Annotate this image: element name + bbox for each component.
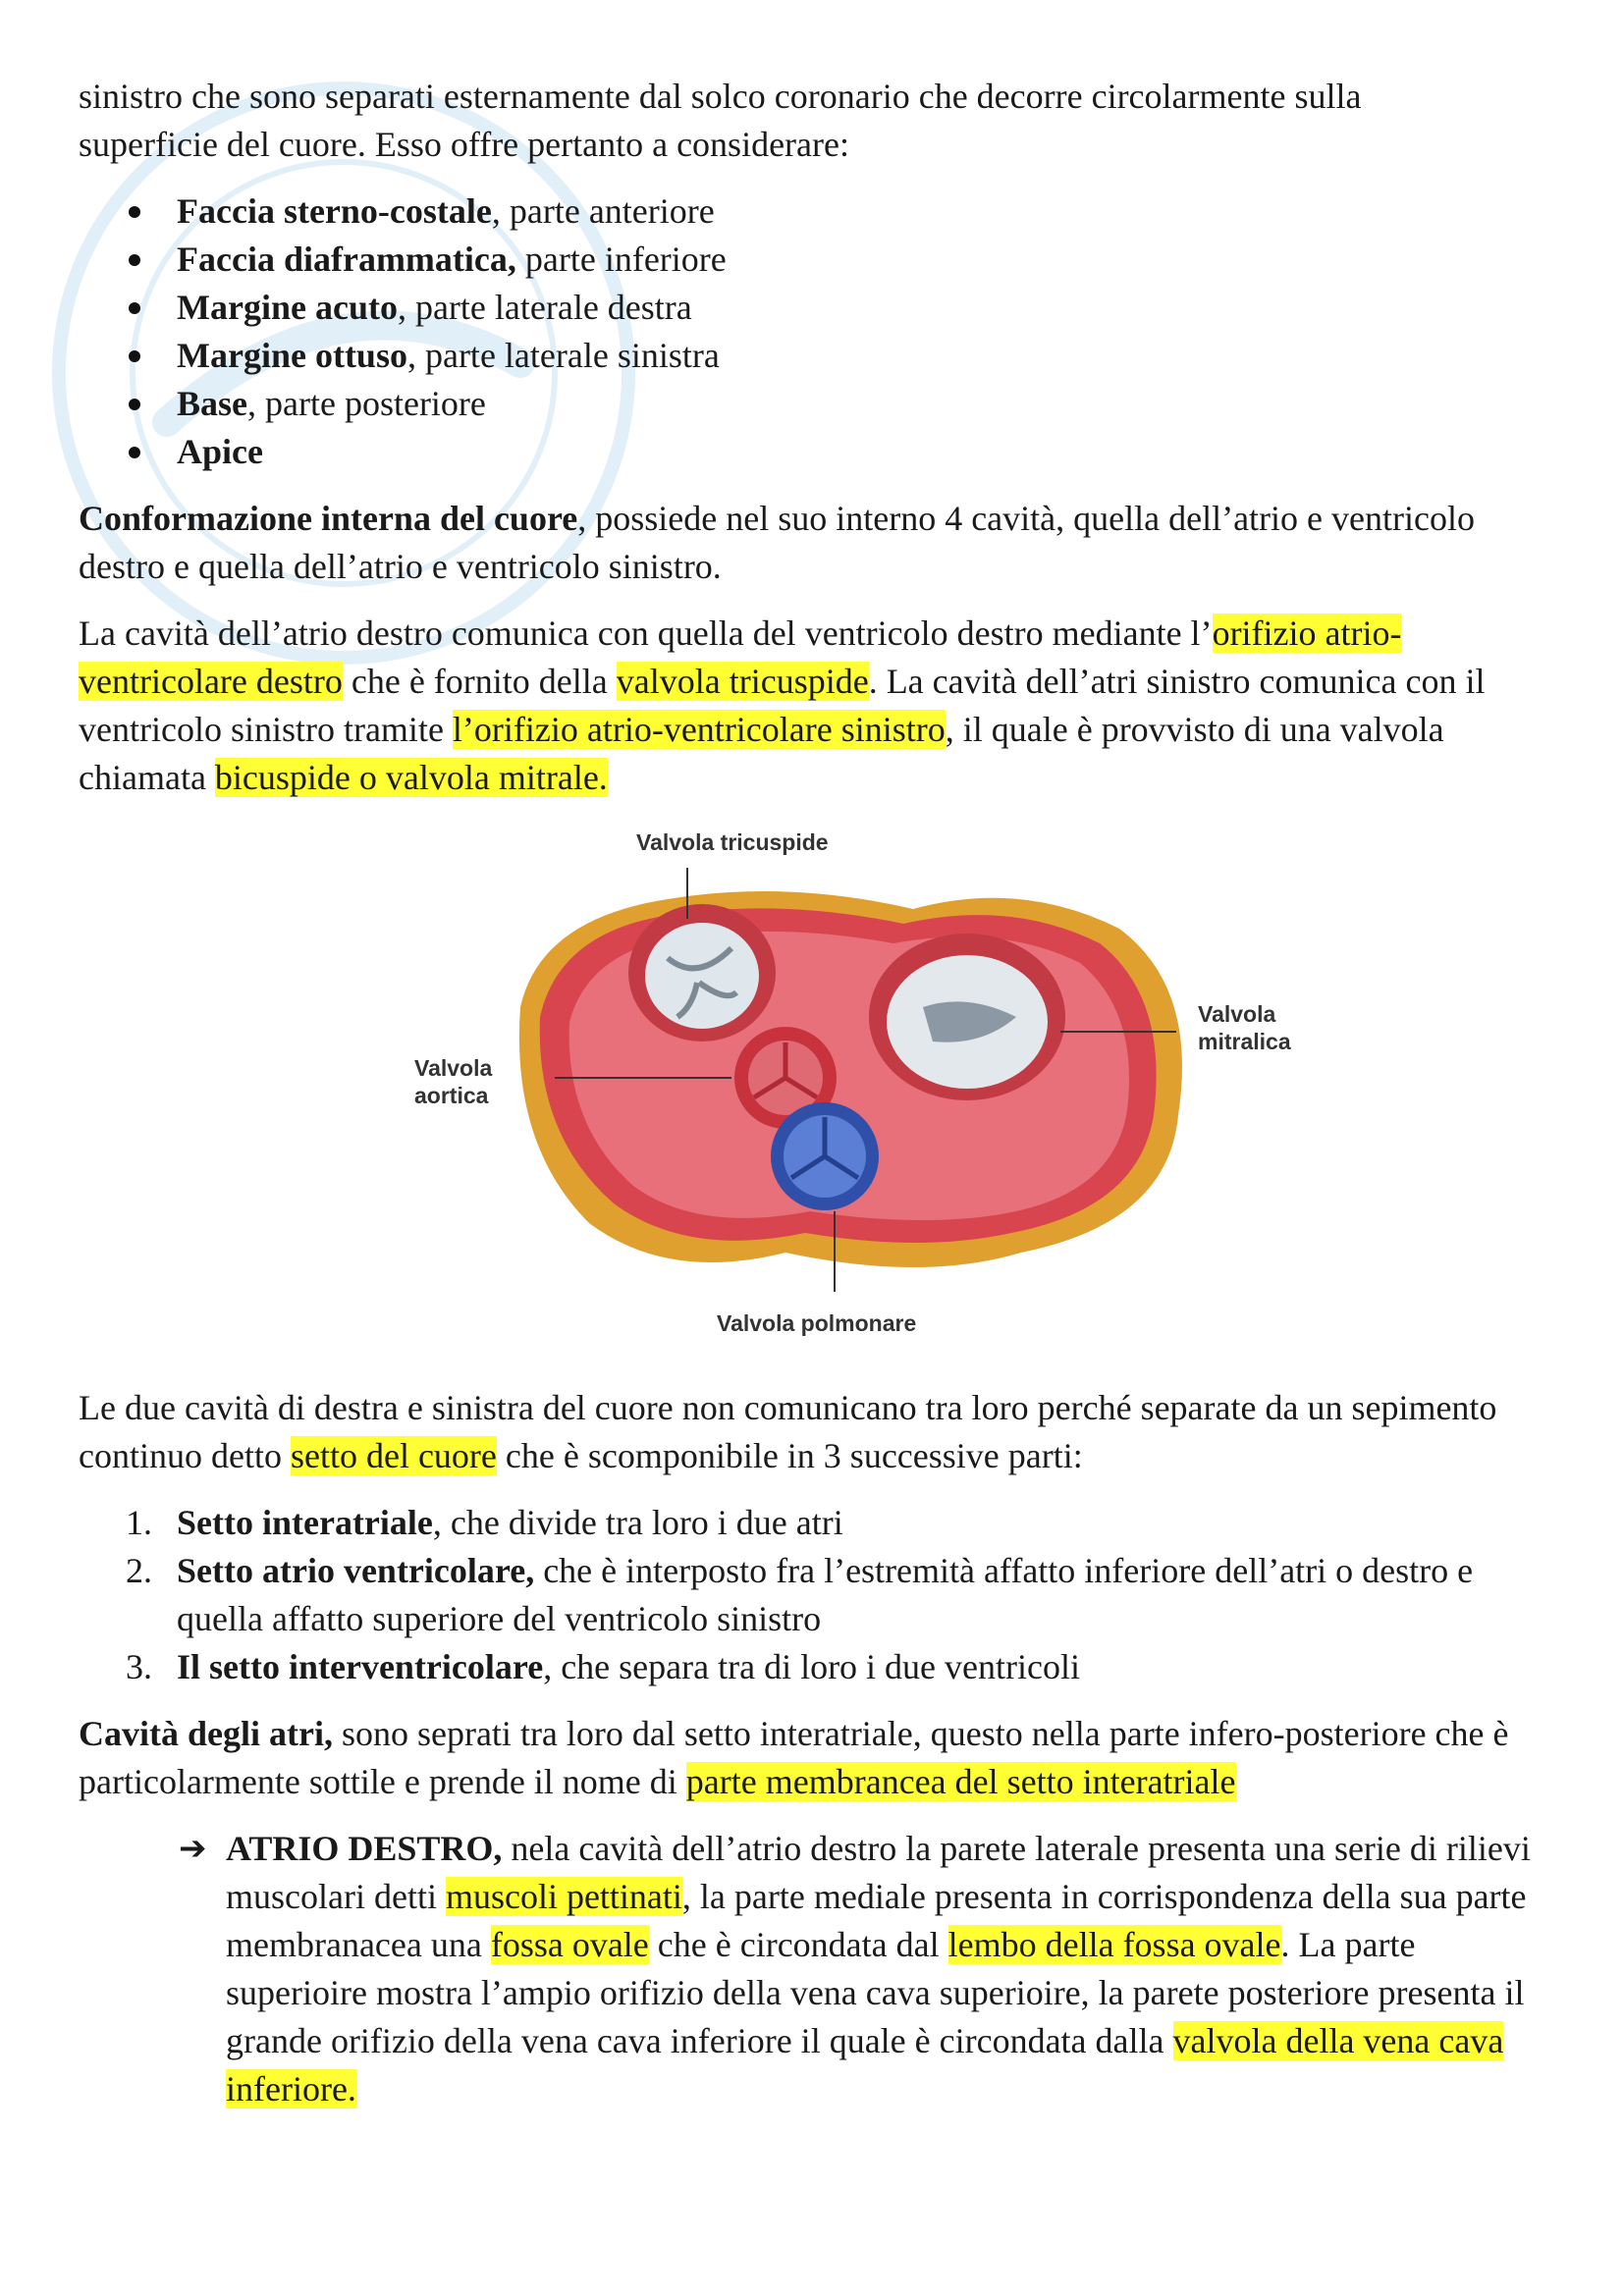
faces-list — [79, 187, 1551, 476]
list-item: Margine ottuso, parte laterale sinistra — [79, 332, 1551, 380]
document-page — [79, 73, 1551, 2113]
heart-valves-illustration — [79, 821, 1551, 1362]
atri-paragraph: Cavità degli atri, sono seprati tra loro dal setto interatriale, questo nella parte infero-posteriore che è particolarmente sottile e prende il nome di parte membrancea del setto interatriale — [79, 1714, 1509, 1801]
conformazione-paragraph: Conformazione interna del cuore, possiede nel suo interno 4 cavità, quella dell’atrio e ventricolo destro e quella dell’atrio e ventricolo sinistro. — [79, 499, 1475, 586]
label-aortica-1: Valvola — [414, 1055, 493, 1081]
list-item: 3. Il setto interventricolare, che separa tra di loro i due ventricoli — [126, 1647, 1080, 1686]
list-item: Base, parte posteriore — [79, 380, 1551, 428]
list-item: 1. Setto interatriale, che divide tra loro i due atri — [126, 1503, 843, 1542]
setto-parts-list — [79, 1499, 1551, 1691]
label-aortica-2: aortica — [414, 1083, 489, 1108]
label-mitralica-1: Valvola — [1198, 1001, 1276, 1027]
arrow-icon: ➔ — [179, 1829, 207, 1868]
intro-paragraph: sinistro che sono separati esternamente dal solco coronario che decorre circolarmente sulla superficie del cuore. Esso offre pertanto a considerare: — [79, 77, 1362, 164]
heart-valves-figure — [79, 821, 1551, 1362]
list-item: 2. Setto atrio ventricolare, che è interposto fra l’estremità affatto inferiore dell’atri o destro e quella affatto superiore del ventricolo sinistro — [126, 1551, 1474, 1638]
cavita-paragraph: La cavità dell’atrio destro comunica con quella del ventricolo destro mediante l’orifizio atrio-ventricolare destro che è fornito della valvola tricuspide. La cavità dell’atri sinistro comunica con il ventricolo sinistro tramite l’orifizio atrio-ventricolare sinistro, il quale è provvisto di una valvola chiamata bicuspide o valvola mitrale. — [79, 614, 1486, 797]
list-item: Margine acuto, parte laterale destra — [79, 284, 1551, 332]
label-tricuspide: Valvola tricuspide — [636, 829, 829, 855]
setto-paragraph: Le due cavità di destra e sinistra del cuore non comunicano tra loro perché separate da un sepimento continuo detto setto del cuore che è scomponibile in 3 successive parti: — [79, 1388, 1497, 1475]
label-mitralica-2: mitralica — [1198, 1029, 1291, 1054]
list-item: Faccia sterno-costale, parte anteriore — [79, 187, 1551, 236]
list-item: Apice — [79, 428, 1551, 476]
atrio-destro-paragraph: ➔ ATRIO DESTRO, nela cavità dell’atrio destro la parete laterale presenta una serie di rilievi muscolari detti muscoli pettinati, la parte mediale presenta in corrispondenza della sua parte membranacea una fossa ovale che è circondata dal lembo della fossa ovale. La parte superioire mostra l’ampio orifizio della vena cava superioire, la parete posteriore presenta il grande orifizio della vena cava inferiore il quale è circondata dalla valvola della vena cava inferiore. — [79, 1825, 1551, 2113]
list-item: Faccia diaframmatica, parte inferiore — [79, 236, 1551, 284]
label-polmonare: Valvola polmonare — [717, 1310, 917, 1336]
